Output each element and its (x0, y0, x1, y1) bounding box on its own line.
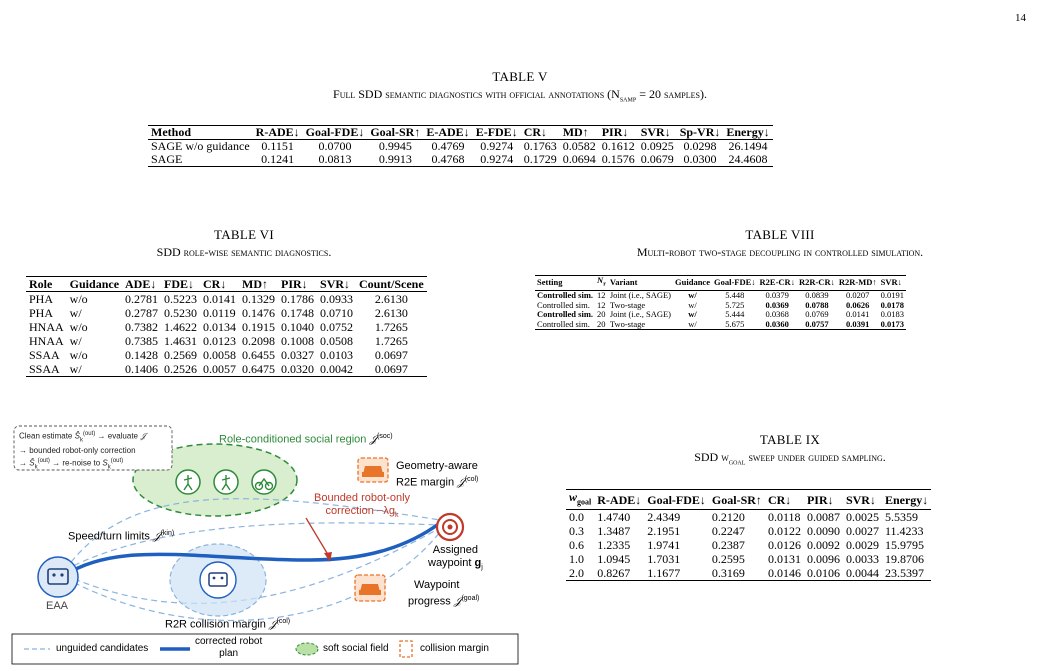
info-line-2: → bounded robot-only correction (19, 445, 136, 455)
table6-cell: 0.1476 (242, 306, 276, 320)
table5-header-0: Method (151, 125, 191, 139)
table9-header-5: PIR↓ (806, 492, 834, 507)
table8-cell: 0.0178 (880, 299, 904, 310)
table6-cell: 0.0710 (320, 306, 354, 320)
table8-cell: 0.0626 (846, 299, 870, 310)
r2r-margin-label: R2R collision margin 𝒥$^{(col)}$ (165, 618, 291, 631)
table5 (148, 125, 773, 167)
table6-header-6: PIR↓ (281, 277, 308, 291)
table9-cell: 0.0044 (845, 566, 879, 581)
table8-caption-text: Multi-robot two-stage decoupling in controlled simulation. (636, 245, 924, 259)
table6 (26, 276, 427, 377)
table8-cell: 20 (597, 318, 606, 329)
table8-header-6: R2R-CR↓ (798, 277, 835, 288)
table9-cell: 0.0029 (845, 538, 879, 553)
table6-cell: 0.1915 (242, 320, 276, 334)
table-row (148, 140, 773, 154)
info-line-3: → $Ŝ_k^{(out)}$ → re-noise to $S_k^{(out)}$ (19, 458, 124, 471)
table8-cell: 0.0757 (805, 318, 829, 329)
table6-cell: 0.1786 (281, 292, 315, 306)
table9-cell: 1.3487 (597, 524, 631, 539)
table6-header-3: FDE↓ (164, 277, 195, 291)
assigned-waypoint-label: Assigned waypoint $g_j$ (428, 544, 483, 572)
table8-cell: 0.0368 (765, 309, 789, 320)
table9-cell: 1.2335 (597, 538, 631, 553)
table8-cell: 0.0191 (880, 290, 904, 301)
table8-cell: 0.0207 (846, 290, 870, 301)
table6-header-2: ADE↓ (125, 277, 157, 291)
table8-cell: w/ (688, 318, 697, 329)
table6-cell: 0.6455 (242, 348, 276, 362)
table5-header-11: Energy↓ (726, 125, 770, 139)
table5-cell: 0.9274 (480, 139, 514, 153)
table6-cell: 0.0141 (203, 292, 237, 306)
table5-cell: 0.9913 (378, 152, 412, 166)
table8-cell: 5.725 (725, 299, 745, 310)
table8-cell: 5.675 (725, 318, 745, 329)
table6-cell: 0.1329 (242, 292, 276, 306)
table-row (148, 153, 773, 167)
table8-cell: 0.0769 (805, 309, 829, 320)
table8-cell: Two-stage (609, 299, 646, 310)
legend-collision-label: collision margin (420, 643, 489, 654)
table5-cell: 0.0679 (640, 152, 674, 166)
eaa-label: EAA (46, 600, 69, 612)
bicycle-icon (252, 470, 276, 494)
table6-cell: 0.7382 (125, 320, 159, 334)
table8-cell: Two-stage (609, 318, 646, 329)
speed-limits-label: Speed/turn limits 𝒥$^{(kin)}$ (68, 530, 175, 543)
table-row (535, 320, 906, 330)
table9-cell: 0.0025 (845, 510, 879, 525)
table5-header-9: SVR↓ (640, 125, 671, 139)
table8-cell: 0.0379 (765, 290, 789, 301)
table9-cell: 0.0033 (845, 552, 879, 567)
table-row (566, 538, 931, 552)
social-region-label: Role-conditioned social region 𝒥$^{(soc)}$ (219, 433, 393, 446)
table5-cell: SAGE w/o guidance (151, 139, 250, 153)
table9-grid (566, 489, 931, 581)
table6-cell: PHA (29, 292, 54, 306)
table5-cell: 0.4769 (431, 139, 465, 153)
table6-cell: 2.6130 (374, 292, 408, 306)
table-row (566, 552, 931, 566)
table-row (26, 292, 427, 307)
table-row (566, 510, 931, 525)
table5-caption-text (0, 87, 1040, 103)
table5-cell: 0.1576 (601, 152, 635, 166)
legend-unguided-label: unguided candidates (56, 643, 149, 654)
table6-cell: 0.1428 (125, 348, 159, 362)
table9-cell: 0.0092 (806, 538, 840, 553)
table8-header-1: $N_r$ (597, 275, 606, 288)
table6-cell: 0.1748 (281, 306, 315, 320)
table8-caption (520, 227, 1040, 260)
table5-cell: 0.1763 (523, 139, 557, 153)
waypoint-progress-label: Waypoint progress 𝒥$^{(goal)}$ (408, 579, 480, 608)
eaa-robot-eye-left (52, 573, 55, 576)
table8-cell: 20 (597, 309, 606, 320)
table8-header-0: Setting (537, 277, 563, 288)
table9-cell: 0.0126 (767, 538, 801, 553)
table9-cell: 5.5359 (884, 510, 918, 525)
table9-cell: 0.0131 (767, 552, 801, 567)
table6-cell: 0.2526 (164, 362, 198, 376)
table5-cell: 0.0694 (562, 152, 596, 166)
table6-cell: HNAA (29, 320, 64, 334)
table5-cell: 0.1241 (261, 152, 295, 166)
table5-cell: 0.1612 (601, 139, 635, 153)
table5-header-6: CR↓ (523, 125, 548, 139)
table6-cell: w/o (69, 348, 88, 362)
table5-header-4: E-ADE↓ (426, 125, 470, 139)
table9-caption-end: sweep under guided sampling. (745, 450, 886, 464)
table6-cell: 1.7265 (374, 320, 408, 334)
table8-cell: 5.444 (725, 309, 745, 320)
table5-caption-main: Full SDD semantic diagnostics with official annotations (N (333, 87, 620, 101)
r2r-robot-eye-left (213, 577, 216, 580)
table6-cell: 0.2787 (125, 306, 159, 320)
table8-header-8: SVR↓ (880, 277, 902, 288)
table9-cell: 1.0945 (597, 552, 631, 567)
table9-cell: 0.2387 (711, 538, 745, 553)
table6-cell: 0.1406 (125, 362, 159, 376)
table9-cell: 0.0027 (845, 524, 879, 539)
table9 (566, 489, 931, 581)
table9-header-7: Energy↓ (884, 492, 929, 507)
table9-cell: 0.0122 (767, 524, 801, 539)
table5-cell: 0.4768 (431, 152, 465, 166)
table6-cell: 0.5230 (164, 306, 198, 320)
table9-cell: 1.0 (569, 552, 584, 567)
table9-cell: 0.2120 (711, 510, 745, 525)
table6-cell: 0.0042 (320, 362, 354, 376)
table8-cell: 0.0360 (765, 318, 789, 329)
table9-caption-text (530, 450, 1040, 466)
table6-cell: 0.2098 (242, 334, 276, 348)
table9-caption (530, 432, 1040, 466)
table5-header-3: Goal-SR↑ (370, 125, 421, 139)
table-row (26, 348, 427, 362)
eaa-robot-eye-right (60, 573, 63, 576)
table9-header-0: $w_{goal}$ (569, 490, 592, 507)
table8-cell: w/ (688, 299, 697, 310)
table9-caption-pre: SDD w (694, 450, 729, 464)
table8-cell: 0.0788 (805, 299, 829, 310)
table9-header-6: SVR↓ (845, 492, 876, 507)
table8-cell: 12 (597, 290, 606, 301)
table6-cell: 0.1008 (281, 334, 315, 348)
table6-cell: 0.0697 (374, 348, 408, 362)
table-row (566, 524, 931, 538)
table8-cell: 0.0183 (880, 309, 904, 320)
table5-cell: 0.0582 (562, 139, 596, 153)
table5-caption (0, 69, 1040, 103)
table9-title: TABLE IX (759, 432, 821, 447)
table5-cell: 0.1729 (523, 152, 557, 166)
table9-cell: 0.0096 (806, 552, 840, 567)
table5-header-7: MD↑ (562, 125, 589, 139)
table5-cell: 0.0298 (683, 139, 717, 153)
table6-cell: 0.0697 (374, 362, 408, 376)
table6-cell: 0.2781 (125, 292, 159, 306)
table6-cell: 1.4631 (164, 334, 198, 348)
table6-cell: w/ (69, 334, 82, 348)
table6-header-1: Guidance (69, 277, 120, 291)
legend-corrected-label: corrected robot plan (195, 636, 263, 659)
table9-cell: 11.4233 (884, 524, 924, 539)
table6-header-7: SVR↓ (320, 277, 351, 291)
table9-cell: 0.0090 (806, 524, 840, 539)
table6-cell: 0.0123 (203, 334, 237, 348)
legend-soft-icon (296, 643, 318, 655)
table9-cell: 2.4349 (647, 510, 681, 525)
table9-cell: 0.2595 (711, 552, 745, 567)
table5-cell: 0.9945 (378, 139, 412, 153)
table8-cell: 12 (597, 299, 606, 310)
table6-cell: w/ (69, 306, 82, 320)
table9-cell: 2.0 (569, 566, 584, 581)
table9-cell: 23.5397 (884, 566, 924, 581)
table6-cell: 1.7265 (374, 334, 408, 348)
table8-header-3: Guidance (675, 277, 710, 288)
table8-header-4: Goal-FDE↓ (713, 277, 756, 288)
table6-grid (26, 276, 427, 377)
table8 (535, 275, 906, 330)
table8-title: TABLE VIII (745, 227, 815, 242)
table6-cell: 2.6130 (374, 306, 408, 320)
legend-soft-label: soft social field (323, 643, 389, 654)
table9-cell: 19.8706 (884, 552, 924, 567)
table9-cell: 1.7031 (647, 552, 681, 567)
table6-caption (64, 227, 424, 260)
table8-cell: Controlled sim. (537, 290, 594, 301)
table6-cell: PHA (29, 306, 54, 320)
table9-cell: 2.1951 (647, 524, 681, 539)
table6-cell: SSAA (29, 348, 60, 362)
table6-cell: 0.6475 (242, 362, 276, 376)
info-line-1: Clean estimate $Ŝ_k^{(out)}$ → evaluate 𝒥 (19, 431, 146, 444)
table9-header-3: Goal-SR↑ (711, 492, 762, 507)
table9-header-4: CR↓ (767, 492, 792, 507)
table9-cell: 0.0106 (806, 566, 840, 581)
eaa-robot-circle (38, 557, 78, 597)
info-box-text (19, 429, 146, 473)
table6-cell: 0.0933 (320, 292, 354, 306)
table5-cell: 26.1494 (728, 139, 768, 153)
table-row (26, 320, 427, 334)
table8-cell: 0.0839 (805, 290, 829, 301)
table-row (566, 566, 931, 581)
table-row (26, 306, 427, 320)
table8-cell: 0.0369 (765, 299, 789, 310)
table9-header-1: R-ADE↓ (597, 492, 642, 507)
table9-cell: 0.2247 (711, 524, 745, 539)
table6-cell: 0.0320 (281, 362, 315, 376)
table8-cell: 0.0391 (846, 318, 870, 329)
correction-arrow (306, 518, 330, 558)
table6-cell: HNAA (29, 334, 64, 348)
r2r-robot-circle (200, 562, 236, 598)
table9-cell: 0.6 (569, 538, 584, 553)
table6-cell: 0.1040 (281, 320, 315, 334)
table5-cell: 0.0300 (683, 152, 717, 166)
table6-title: TABLE VI (214, 227, 274, 242)
table5-header-1: R-ADE↓ (255, 125, 300, 139)
table5-caption-end: = 20 samples). (636, 87, 707, 101)
table6-cell: 0.0058 (203, 348, 237, 362)
table5-header-10: Sp-VR↓ (679, 125, 721, 139)
table5-header-8: PIR↓ (601, 125, 629, 139)
table8-grid (535, 275, 906, 330)
table-row (26, 362, 427, 377)
table9-cell: 0.0146 (767, 566, 801, 581)
table9-caption-sub: goal (728, 456, 746, 467)
table8-cell: 0.0173 (880, 318, 904, 329)
table6-header-8: Count/Scene (359, 277, 424, 291)
table6-cell: 0.0057 (203, 362, 237, 376)
table8-header-7: R2R-MD↑ (838, 277, 877, 288)
table8-header-5: R2E-CR↓ (759, 277, 795, 288)
table8-cell: 5.448 (725, 290, 745, 301)
table6-cell: 0.0752 (320, 320, 354, 334)
table9-cell: 0.0118 (767, 510, 801, 525)
table5-header-5: E-FDE↓ (475, 125, 518, 139)
table6-cell: SSAA (29, 362, 60, 376)
table5-cell: 0.9274 (480, 152, 514, 166)
table9-cell: 1.9741 (647, 538, 681, 553)
figure (10, 420, 520, 666)
table6-cell: 0.2569 (164, 348, 198, 362)
table6-cell: 0.0134 (203, 320, 237, 334)
table-row (26, 334, 427, 348)
table9-cell: 1.1677 (647, 566, 681, 581)
table5-title: TABLE V (492, 69, 548, 84)
table6-cell: 0.0103 (320, 348, 354, 362)
table9-cell: 0.0 (569, 510, 584, 525)
table8-cell: Controlled sim. (537, 318, 590, 329)
table9-cell: 0.0087 (806, 510, 840, 525)
table5-cell: 0.1151 (261, 139, 294, 153)
table8-cell: Controlled sim. (537, 299, 590, 310)
table5-cell: 0.0813 (318, 152, 352, 166)
table5-cell: 0.0925 (640, 139, 674, 153)
table9-header-2: Goal-FDE↓ (647, 492, 706, 507)
table9-cell: 0.3 (569, 524, 584, 539)
waypoint-target-center (448, 525, 453, 530)
bounded-correction-label: Bounded robot-only correction $-\lambda g_k$ (314, 492, 411, 520)
table5-cell: 24.4608 (728, 152, 768, 166)
r2e-margin-label: Geometry-aware R2E margin 𝒥$^{(col)}$ (396, 460, 479, 489)
table8-cell: Joint (i.e., SAGE) (609, 290, 672, 301)
table5-grid (148, 125, 773, 167)
table8-cell: w/ (688, 309, 697, 320)
table8-cell: 0.0141 (846, 309, 870, 320)
table8-cell: Controlled sim. (537, 309, 594, 320)
table6-header-4: CR↓ (203, 277, 227, 291)
table9-cell: 15.9795 (884, 538, 924, 553)
table5-cell: SAGE (151, 152, 183, 166)
table9-cell: 1.4740 (597, 510, 631, 525)
table5-caption-sub: samp (619, 93, 637, 104)
table6-cell: w/o (69, 292, 88, 306)
table6-cell: w/o (69, 320, 88, 334)
table5-header-2: Goal-FDE↓ (305, 125, 365, 139)
table6-cell: w/ (69, 362, 82, 376)
table6-cell: 0.7385 (125, 334, 159, 348)
table8-cell: w/ (688, 290, 697, 301)
table6-cell: 0.0508 (320, 334, 354, 348)
table8-cell: Joint (i.e., SAGE) (609, 309, 672, 320)
table9-cell: 0.3169 (711, 566, 745, 581)
table6-caption-text: SDD role-wise semantic diagnostics. (156, 245, 332, 259)
table9-cell: 0.8267 (597, 566, 631, 581)
table6-header-0: Role (29, 277, 53, 291)
table5-cell: 0.0700 (318, 139, 352, 153)
table8-header-2: Variant (609, 277, 638, 288)
page-number: 14 (1015, 12, 1026, 24)
table6-cell: 1.4622 (164, 320, 198, 334)
table6-header-5: MD↑ (242, 277, 269, 291)
r2r-robot-eye-right (221, 577, 224, 580)
table6-cell: 0.0327 (281, 348, 315, 362)
table6-cell: 0.5223 (164, 292, 198, 306)
table6-cell: 0.0119 (203, 306, 236, 320)
